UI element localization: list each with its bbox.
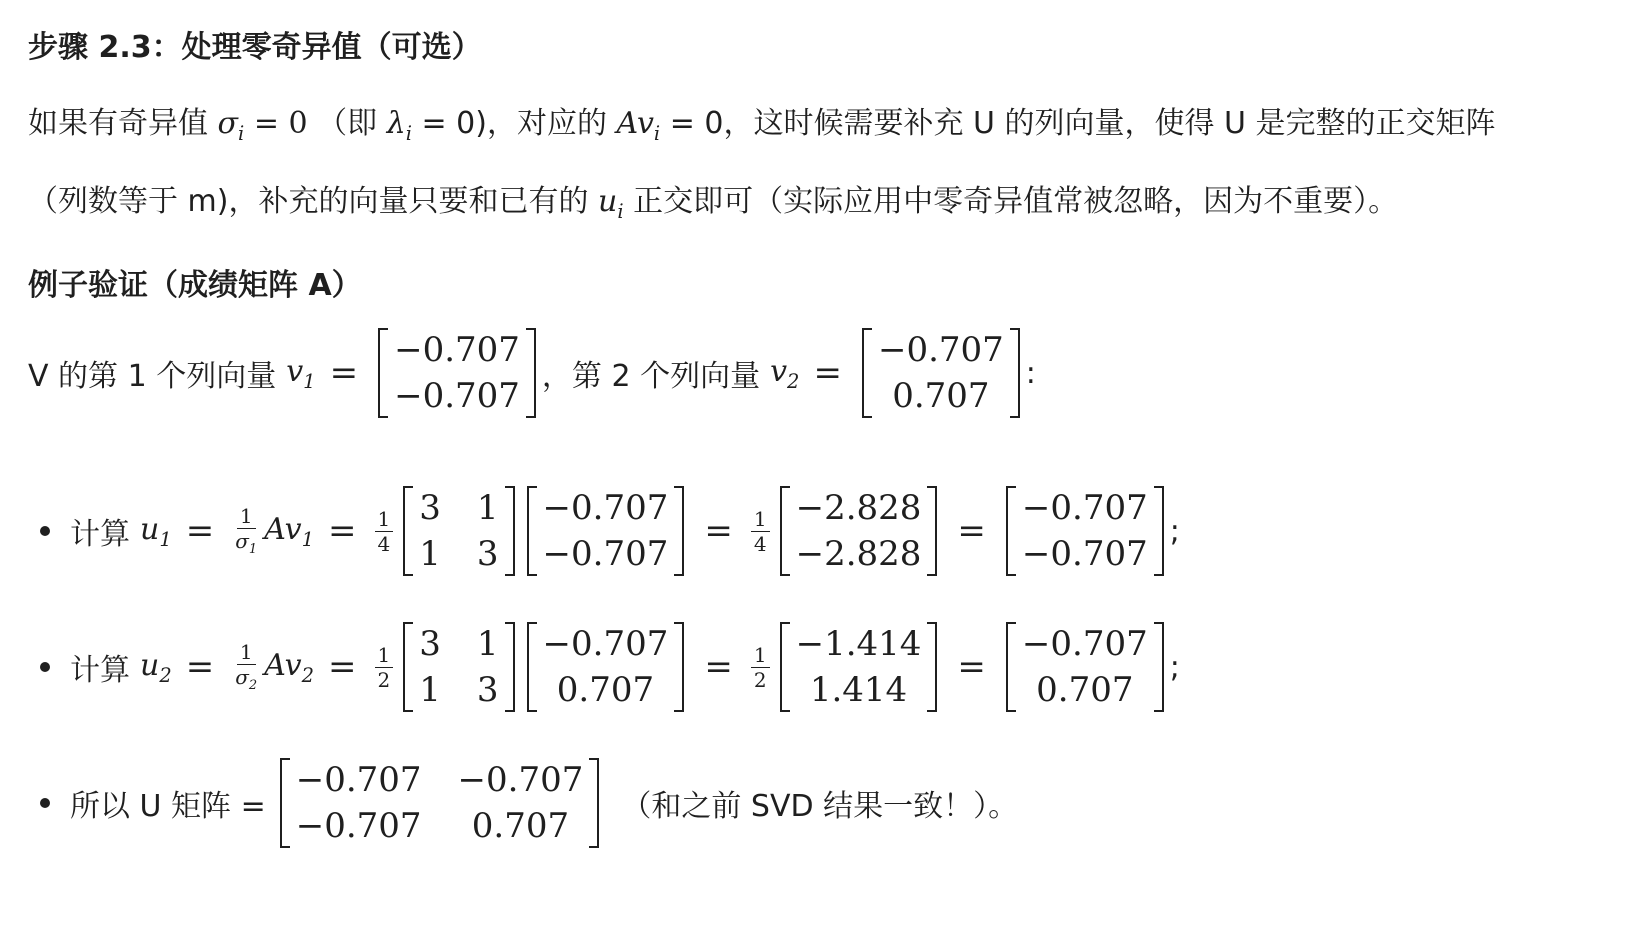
v2-matrix: −0.707 0.707 — [862, 328, 1020, 418]
paragraph-line-2 — [28, 176, 1398, 223]
vector-product: −2.828 −2.828 — [780, 486, 938, 576]
bullet — [40, 662, 50, 672]
list-item-u-matrix: 所以 U 矩阵 = −0.707 −0.707 −0.707 0.707 （和之前 SVD 结果一致！）。 — [28, 758, 1018, 848]
fraction-1-over-sigma2: $\frac{1}{\sigma_2}$ — [235, 640, 258, 693]
vector-result: −0.707 −0.707 — [1006, 486, 1164, 576]
v-vectors-line — [28, 328, 1036, 418]
vector-v1: −0.707 −0.707 — [527, 486, 685, 576]
math-lambda: $\lambda_i$ — [386, 106, 412, 145]
text: V 的第 1 个列向量 — [28, 359, 277, 394]
text: ，第 2 个列向量 — [541, 359, 761, 394]
matrix-U: −0.707 −0.707 −0.707 0.707 — [280, 758, 600, 848]
text: = 0)，对应的 — [421, 106, 607, 141]
text: = 0，这时候需要补充 U 的列向量，使得 U 是完整的正交矩阵 — [669, 106, 1496, 141]
list-item-calc-u2: 计算 $u_2$ = $\frac{1}{\sigma_2}$ $Av_2$ = $\frac{1}{2}$ 3 1 1 3 −0.707 0.707 = $\frac{1}{2}$ −1.414 1.414 = −0.707 0.707 ; — [28, 622, 1180, 712]
math-eq0: = 0 — [253, 106, 308, 141]
math-u: $u_i$ — [598, 184, 624, 223]
text: 正交即可（实际应用中零奇异值常被忽略，因为不重要）。 — [633, 184, 1399, 219]
vector-v2: −0.707 0.707 — [527, 622, 685, 712]
equals: = — [813, 353, 842, 393]
text: （即 — [317, 106, 378, 141]
matrix-A: 3 1 1 3 — [403, 486, 514, 576]
bullet — [40, 798, 50, 808]
example-heading: 例子验证（成绩矩阵 A） — [28, 268, 362, 303]
fraction-1-over-sigma1: $\frac{1}{\sigma_1}$ — [235, 504, 258, 557]
text: 如果有奇异值 — [28, 106, 208, 141]
math-sigma: $\sigma_i$ — [217, 106, 245, 145]
text: : — [1025, 355, 1036, 391]
math-v2: $v_2$ — [770, 353, 800, 393]
paragraph-line-1 — [28, 98, 1496, 145]
vector-result: −0.707 0.707 — [1006, 622, 1164, 712]
v1-matrix: −0.707 −0.707 — [378, 328, 536, 418]
math-u2: $u_2$ — [140, 647, 172, 687]
matrix-A: 3 1 1 3 — [403, 622, 514, 712]
text: （列数等于 m)，补充的向量只要和已有的 — [28, 184, 589, 219]
fraction-scalar: $\frac{1}{4}$ — [375, 509, 394, 554]
math-v1: $v_1$ — [286, 353, 316, 393]
step-heading: 步骤 2.3：处理零奇异值（可选） — [28, 30, 482, 65]
equals: = — [329, 353, 359, 393]
math-Av: $Av_i$ — [616, 106, 661, 145]
bullet — [40, 526, 50, 536]
list-item-calc-u1: 计算 $u_1$ = $\frac{1}{\sigma_1}$ $Av_1$ = $\frac{1}{4}$ 3 1 1 3 −0.707 −0.707 = $\frac{1}{4}$ −2.828 −2.828 = −0.707 −0.707 ; — [28, 486, 1180, 576]
math-u1: $u_1$ — [140, 511, 172, 551]
vector-product: −1.414 1.414 — [780, 622, 938, 712]
